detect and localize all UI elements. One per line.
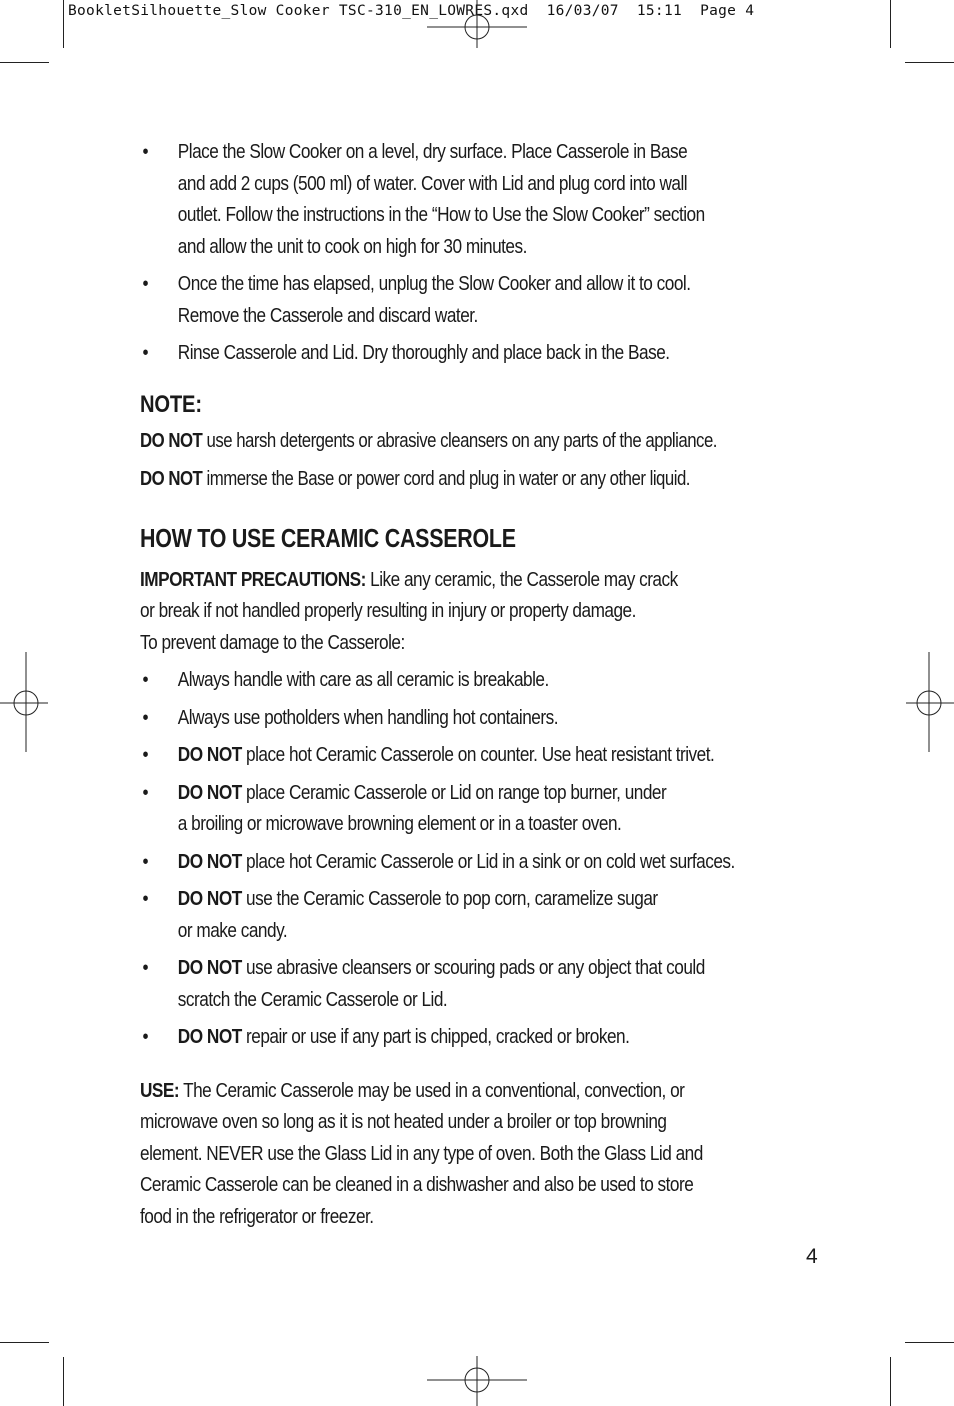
list-item: • DO NOT repair or use if any part is chipped, cracked or broken. — [140, 1021, 841, 1053]
list-item: • DO NOT use the Ceramic Casserole to pop corn, caramelize sugar or make candy. — [140, 883, 841, 946]
page-number: 4 — [806, 1245, 818, 1268]
bullet-icon: • — [142, 743, 149, 766]
bullet-icon: • — [142, 272, 149, 295]
list-item: • Place the Slow Cooker on a level, dry surface. Place Casserole in Base and add 2 cups (500 ml) of water. Cover with Lid and plug cord into wall outlet. Follow the instructions in the “How to Use the Slow Cooker” section and allow the unit to cook on high for 30 minutes. — [140, 136, 841, 262]
bullet-icon: • — [142, 341, 149, 364]
bullet-icon: • — [142, 780, 149, 804]
intro-bullet-list — [140, 136, 841, 369]
crop-mark-top-left-vertical — [63, 0, 64, 48]
note-heading: NOTE: — [140, 390, 202, 418]
bullet-icon: • — [142, 887, 149, 910]
page-content — [140, 136, 841, 1238]
list-item: • DO NOT place hot Ceramic Casserole or Lid in a sink or on cold wet surfaces. — [140, 846, 841, 878]
crop-mark-top-right-horizontal — [905, 62, 954, 63]
bullet-icon: • — [142, 140, 149, 163]
bullet-icon: • — [142, 668, 149, 691]
note-item: DO NOT use harsh detergents or abrasive cleansers on any parts of the appliance. — [140, 430, 717, 452]
note-item: DO NOT immerse the Base or power cord and plug in water or any other liquid. — [140, 467, 690, 490]
crop-mark-bottom-left-vertical — [63, 1357, 64, 1406]
crop-mark-bottom-left-horizontal — [0, 1342, 49, 1343]
file-slug-line: BookletSilhouette_Slow Cooker TSC-310_EN_LOWRES.qxd 16/03/07 15:11 Page 4 — [68, 3, 755, 19]
registration-mark-right-icon — [904, 652, 954, 752]
use-paragraph: USE: The Ceramic Casserole may be used in a conventional, convection, or microwave oven so long as it is not heated under a broiler or top browning element. NEVER use the Glass Lid in any type of oven. Both the Glass Lid and Ceramic Casserole can be cleaned in a dishwasher and also be used to store food in the refrigerator or freezer. — [140, 1078, 703, 1228]
registration-mark-top-icon — [427, 0, 527, 50]
list-item: • Rinse Casserole and Lid. Dry thoroughly and place back in the Base. — [140, 337, 841, 369]
crop-mark-top-right-vertical — [890, 0, 891, 48]
crop-mark-bottom-right-horizontal — [905, 1342, 954, 1343]
list-item: • DO NOT use abrasive cleansers or scouring pads or any object that could scratch the Ceramic Casserole or Lid. — [140, 952, 841, 1015]
precautions-bullet-list — [140, 664, 841, 1053]
bullet-icon: • — [142, 849, 149, 873]
bullet-icon: • — [142, 1025, 149, 1048]
crop-mark-bottom-right-vertical — [890, 1357, 891, 1406]
list-item: • Once the time has elapsed, unplug the Slow Cooker and allow it to cool. Remove the Casserole and discard water. — [140, 268, 841, 331]
section-heading: HOW TO USE CERAMIC CASSEROLE — [140, 525, 516, 553]
list-item: • Always handle with care as all ceramic is breakable. — [140, 664, 841, 696]
list-item: • DO NOT place Ceramic Casserole or Lid on range top burner, under a broiling or microwave browning element or in a toaster oven. — [140, 777, 841, 840]
list-item: • Always use potholders when handling hot containers. — [140, 702, 841, 734]
registration-mark-bottom-icon — [427, 1356, 527, 1406]
crop-mark-top-left-horizontal — [0, 62, 49, 63]
bullet-icon: • — [142, 705, 149, 729]
registration-mark-left-icon — [0, 652, 50, 752]
precautions-paragraph: IMPORTANT PRECAUTIONS: Like any ceramic, the Casserole may crack or break if not handled properly resulting in injury or property damage. To prevent damage to the Casserole: — [140, 567, 678, 654]
list-item: • DO NOT place hot Ceramic Casserole on counter. Use heat resistant trivet. — [140, 739, 841, 771]
bullet-icon: • — [142, 956, 149, 979]
